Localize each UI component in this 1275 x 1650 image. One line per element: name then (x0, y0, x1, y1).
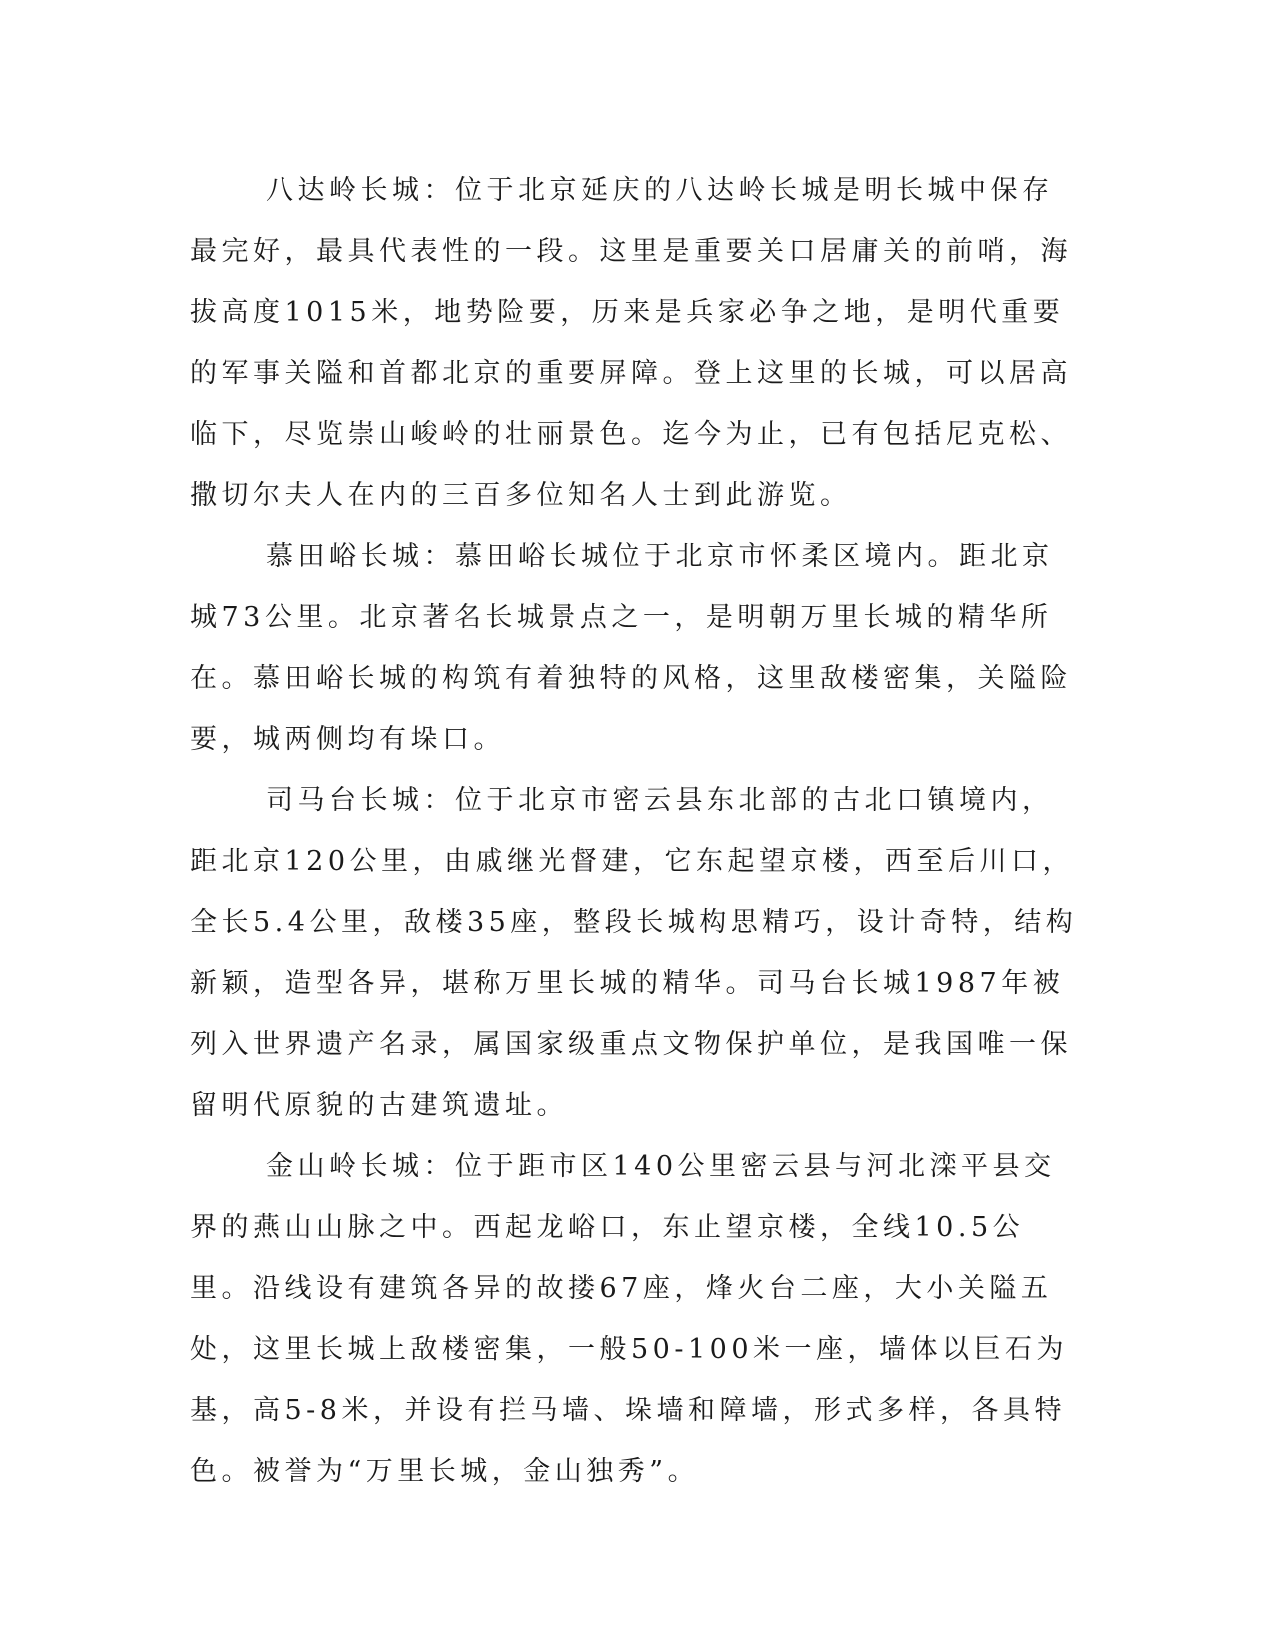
paragraph-mutianyu: 慕田峪长城：慕田峪长城位于北京市怀柔区境内。距北京城73公里。北京著名长城景点之一，是明朝万里长城的精华所在。慕田峪长城的构筑有着独特的风格，这里敌楼密集，关隘险要，城两侧均有垛口。 (190, 541, 1072, 755)
paragraph-badaling: 八达岭长城：位于北京延庆的八达岭长城是明长城中保存最完好，最具代表性的一段。这里是重要关口居庸关的前哨，海拔高度1015米，地势险要，历来是兵家必争之地，是明代重要的军事关隘和首都北京的重要屏障。登上这里的长城，可以居高临下，尽览崇山峻岭的壮丽景色。迄今为止，已有包括尼克松、撒切尔夫人在内的三百多位知名人士到此游览。 (190, 175, 1072, 511)
document-body (190, 160, 1080, 1502)
paragraph-jinshanling: 金山岭长城：位于距市区140公里密云县与河北滦平县交界的燕山山脉之中。西起龙峪口，东止望京楼，全线10.5公里。沿线设有建筑各异的故搂67座，烽火台二座，大小关隘五处，这里长城上敌楼密集，一般50-100米一座，墙体以巨石为基，高5-8米，并设有拦马墙、垛墙和障墙，形式多样，各具特色。被誉为“万里长城，金山独秀”。 (190, 1151, 1069, 1487)
paragraph-simatai: 司马台长城：位于北京市密云县东北部的古北口镇境内，距北京120公里，由戚继光督建，它东起望京楼，西至后川口，全长5.4公里，敌楼35座，整段长城构思精巧，设计奇特，结构新颖，造型各异，堪称万里长城的精华。司马台长城1987年被列入世界遗产名录，属国家级重点文物保护单位，是我国唯一保留明代原貌的古建筑遗址。 (190, 785, 1078, 1121)
